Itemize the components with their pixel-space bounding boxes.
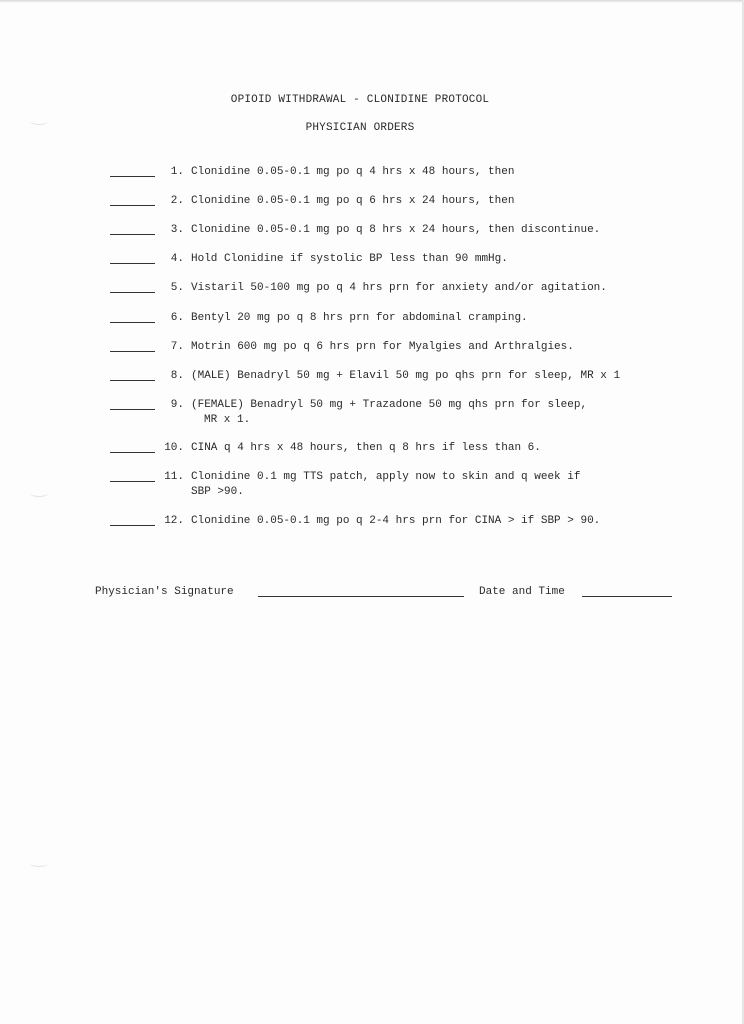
order-number: 5. — [170, 282, 184, 294]
order-text: Bentyl 20 mg po q 8 hrs prn for abdominal cramping. — [191, 312, 528, 324]
order-text: Hold Clonidine if systolic BP less than 90 mmHg. — [191, 253, 508, 265]
order-text: Clonidine 0.1 mg TTS patch, apply now to skin and q week if — [191, 471, 581, 483]
order-number: 12. — [164, 515, 184, 527]
order-number: 8. — [170, 370, 184, 382]
order-text: CINA q 4 hrs x 48 hours, then q 8 hrs if less than 6. — [191, 442, 541, 454]
order-number: 10. — [164, 442, 184, 454]
date-time-field[interactable] — [582, 596, 672, 597]
order-number: 2. — [170, 195, 184, 207]
order-text: Clonidine 0.05-0.1 mg po q 6 hrs x 24 hours, then — [191, 195, 515, 207]
order-number: 3. — [170, 224, 184, 236]
order-text-continued: SBP >90. — [191, 486, 244, 498]
order-text: (MALE) Benadryl 50 mg + Elavil 50 mg po qhs prn for sleep, MR x 1 — [191, 370, 621, 382]
order-number: 6. — [170, 312, 184, 324]
order-number: 1. — [170, 166, 184, 178]
physician-signature-label: Physician's Signature — [95, 586, 234, 598]
order-text: (FEMALE) Benadryl 50 mg + Trazadone 50 mg qhs prn for sleep, — [191, 399, 588, 411]
scan-edge-top — [0, 0, 744, 3]
date-time-label: Date and Time — [479, 586, 565, 598]
order-text: Clonidine 0.05-0.1 mg po q 4 hrs x 48 hours, then — [191, 166, 515, 178]
document-title: OPIOID WITHDRAWAL - CLONIDINE PROTOCOL — [230, 94, 490, 106]
order-text: Vistaril 50-100 mg po q 4 hrs prn for anxiety and/or agitation. — [191, 282, 607, 294]
document-subtitle: PHYSICIAN ORDERS — [305, 122, 415, 134]
order-number: 4. — [170, 253, 184, 265]
order-number: 11. — [164, 471, 184, 483]
order-text: Motrin 600 mg po q 6 hrs prn for Myalgies and Arthralgies. — [191, 341, 574, 353]
order-number: 7. — [170, 341, 184, 353]
order-text: Clonidine 0.05-0.1 mg po q 8 hrs x 24 hours, then discontinue. — [191, 224, 601, 236]
punch-hole-mark — [30, 860, 48, 867]
physician-signature-field[interactable] — [258, 596, 464, 597]
order-number: 9. — [170, 399, 184, 411]
order-text-continued: MR x 1. — [204, 414, 251, 426]
order-text: Clonidine 0.05-0.1 mg po q 2-4 hrs prn for CINA > if SBP > 90. — [191, 515, 601, 527]
punch-hole-mark — [30, 490, 48, 497]
